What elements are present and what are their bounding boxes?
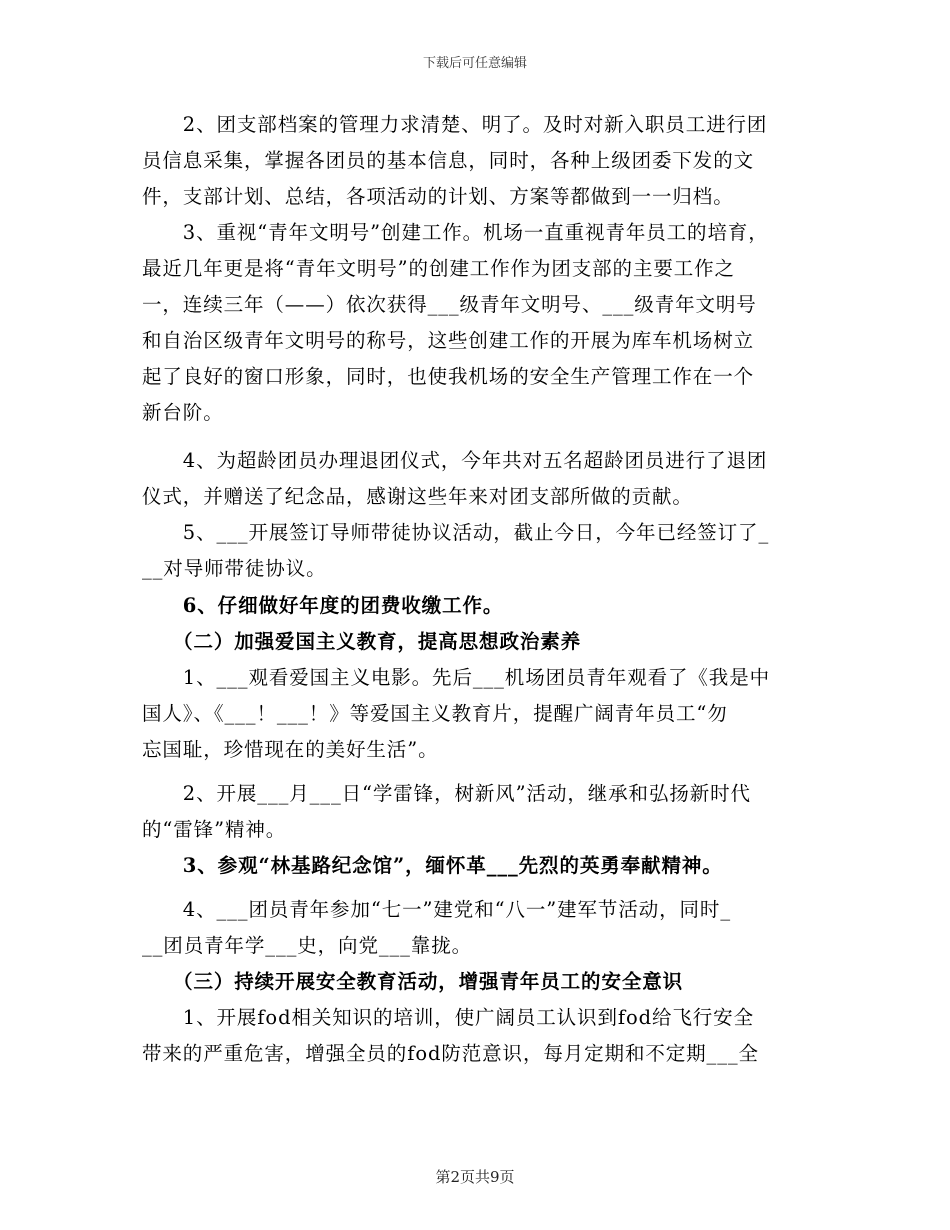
text-line: 2、团支部档案的管理力求清楚、明了。及时对新入职员工进行团 [142, 113, 768, 136]
text-line: 3、重视“青年文明号”创建工作。机场一直重视青年员工的培育， [142, 221, 769, 244]
text-line: 带来的严重危害，增强全员的fod防范意识，每月定期和不定期___全 [142, 1042, 759, 1065]
text-line: 5、___开展签订导师带徒协议活动，截止今日，今年已经签订了_ [142, 521, 770, 544]
text-line: 1、___观看爱国主义电影。先后___机场团员青年观看了《我是中 [142, 666, 771, 689]
text-line: __对导师带徒协议。 [142, 557, 327, 580]
page-header: 下载后可任意编辑 [422, 56, 527, 71]
page-footer: 第2页共9页 [435, 1168, 515, 1186]
text-line: 4、为超龄团员办理退团仪式，今年共对五名超龄团员进行了退团 [142, 449, 768, 472]
text-line: 员信息采集，掌握各团员的基本信息，同时，各种上级团委下发的文 [142, 149, 755, 172]
text-line: （三）持续开展安全教育活动，增强青年员工的安全意识 [142, 970, 684, 993]
text-line: 的“雷锋”精神。 [142, 818, 287, 841]
text-line: 起了良好的窗口形象，同时，也使我机场的安全生产管理工作在一个 [142, 365, 755, 388]
text-line: 件，支部计划、总结，各项活动的计划、方案等都做到一一归档。 [142, 185, 734, 208]
text-line: __团员青年学___史，向党___靠拢。 [142, 934, 473, 957]
text-line: 4、___团员青年参加“七一”建党和“八一”建军节活动，同时_ [142, 898, 731, 921]
text-line: 国人》、《___！___！》等爱国主义教育片，提醒广阔青年员工“勿 [142, 702, 728, 725]
text-line: 新台阶。 [142, 401, 224, 424]
text-line: 忘国耻，珍惜现在的美好生活”。 [142, 738, 439, 761]
text-line: 2、开展___月___日“学雷锋，树新风”活动，继承和弘扬新时代 [142, 782, 751, 805]
text-line: 仪式，并赠送了纪念品，感谢这些年来对团支部所做的贡献。 [142, 485, 693, 508]
text-line: 6、仔细做好年度的团费收缴工作。 [142, 594, 504, 617]
text-line: 3、参观“林基路纪念馆”，缅怀革___先烈的英勇奉献精神。 [142, 854, 723, 877]
text-line: 和自治区级青年文明号的称号，这些创建工作的开展为库车机场树立 [142, 329, 755, 352]
text-line: 最近几年更是将“青年文明号”的创建工作作为团支部的主要工作之 [142, 257, 735, 280]
text-line: 1、开展fod相关知识的培训，使广阔员工认识到fod给飞行安全 [142, 1006, 754, 1029]
text-line: 一，连续三年（——）依次获得___级青年文明号、___级青年文明号 [142, 293, 757, 316]
text-line: （二）加强爱国主义教育，提高思想政治素养 [142, 630, 582, 653]
